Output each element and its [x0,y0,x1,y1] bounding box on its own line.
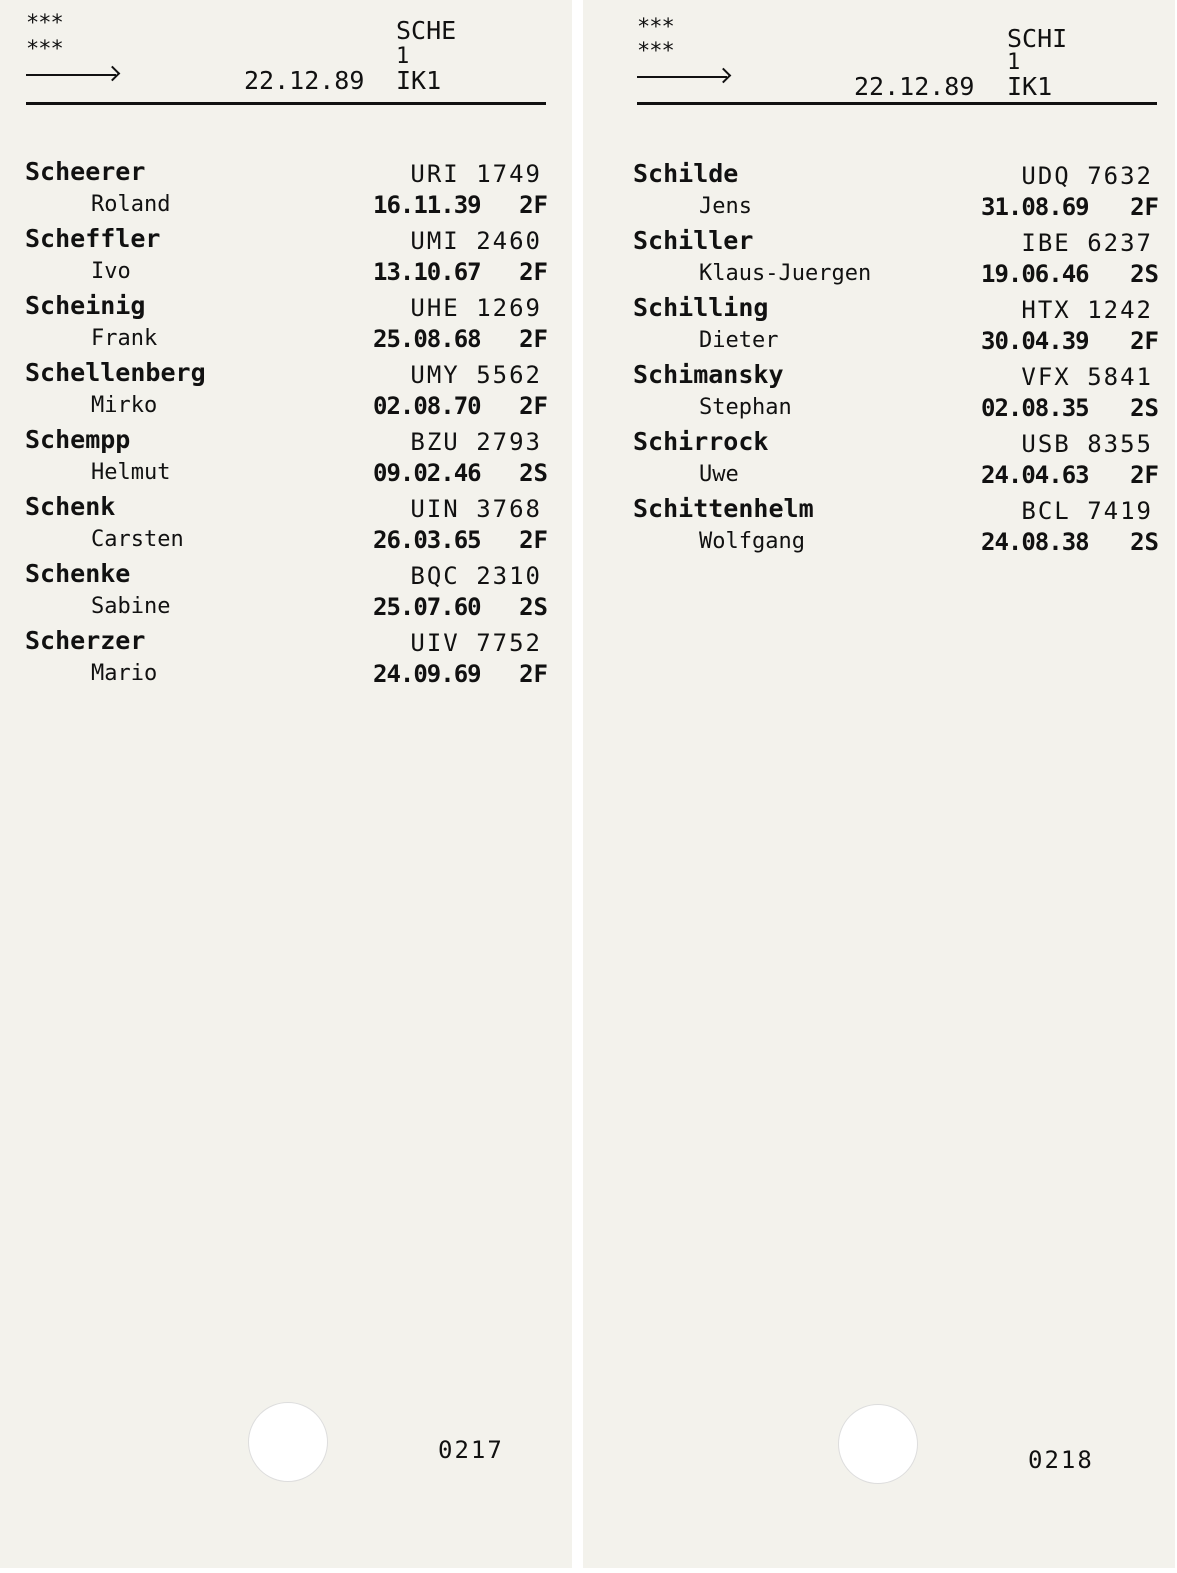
arrow-right-icon [26,74,116,76]
class-code: 2S [519,593,548,621]
surname: Schirrock [633,427,769,456]
card-office: IK1 [396,66,442,95]
given-name: Klaus-Juergen [699,261,872,286]
card-date: 22.12.89 [244,66,365,95]
plate-number: UIN 3768 [410,495,542,523]
entry-row [25,627,550,694]
surname: Schenke [25,559,131,588]
date-of-birth: 24.08.38 [981,528,1089,556]
arrow-right-icon [637,76,727,78]
date-of-birth: 26.03.65 [373,526,481,554]
surname: Scheinig [25,291,146,320]
plate-number: UHE 1269 [410,294,542,322]
class-code: 2F [1130,193,1159,221]
plate-number: UDQ 7632 [1021,162,1153,190]
plate-number: USB 8355 [1021,430,1153,458]
plate-number: BCL 7419 [1021,497,1153,525]
card-office: IK1 [1007,72,1053,101]
given-name: Stephan [699,395,792,420]
entry-row [633,428,1161,495]
class-code: 2S [1130,394,1159,422]
surname: Scheerer [25,157,146,186]
surname: Scherzer [25,626,146,655]
index-card-sche [0,0,572,1568]
date-of-birth: 24.04.63 [981,461,1089,489]
entry-row [25,493,550,560]
class-code: 2S [1130,528,1159,556]
entry-row [633,495,1161,562]
plate-number: HTX 1242 [1021,296,1153,324]
plate-number: UIV 7752 [410,629,542,657]
date-of-birth: 31.08.69 [981,193,1089,221]
punch-hole [838,1404,918,1484]
class-code: 2F [519,660,548,688]
date-of-birth: 30.04.39 [981,327,1089,355]
given-name: Uwe [699,462,739,487]
entry-list [25,158,550,694]
surname: Schempp [25,425,131,454]
punch-hole [248,1402,328,1482]
class-code: 2F [519,325,548,353]
stars-line-2: *** [26,37,63,62]
plate-number: URI 1749 [410,160,542,188]
card-number: 0217 [438,1436,504,1464]
surname: Schellenberg [25,358,206,387]
given-name: Carsten [91,527,184,552]
class-code: 2S [1130,260,1159,288]
date-of-birth: 02.08.70 [373,392,481,420]
surname: Schiller [633,226,754,255]
plate-number: IBE 6237 [1021,229,1153,257]
date-of-birth: 09.02.46 [373,459,481,487]
card-date: 22.12.89 [854,72,975,101]
plate-number: BZU 2793 [410,428,542,456]
entry-row [25,426,550,493]
stars-line-1: *** [26,11,63,36]
card-number: 0218 [1028,1446,1094,1474]
surname: Schilling [633,293,769,322]
given-name: Wolfgang [699,529,805,554]
surname: Schittenhelm [633,494,814,523]
date-of-birth: 16.11.39 [373,191,481,219]
entry-row [25,560,550,627]
stars-line-1: *** [637,15,674,40]
surname: Schimansky [633,360,784,389]
given-name: Ivo [91,259,131,284]
date-of-birth: 02.08.35 [981,394,1089,422]
date-of-birth: 25.07.60 [373,593,481,621]
date-of-birth: 25.08.68 [373,325,481,353]
given-name: Dieter [699,328,779,353]
class-code: 2F [519,392,548,420]
header-rule [637,102,1157,105]
entry-row [25,158,550,225]
class-code: 2F [1130,327,1159,355]
plate-number: UMY 5562 [410,361,542,389]
plate-number: UMI 2460 [410,227,542,255]
surname: Schenk [25,492,116,521]
entry-row [633,294,1161,361]
stars-line-2: *** [637,39,674,64]
entry-row [633,361,1161,428]
given-name: Mirko [91,393,158,418]
given-name: Helmut [91,460,171,485]
class-code: 2F [519,258,548,286]
entry-row [633,227,1161,294]
class-code: 2F [519,191,548,219]
plate-number: BQC 2310 [410,562,542,590]
card-sequence-number: 1 [396,44,410,69]
card-sequence-number: 1 [1007,50,1021,75]
index-card-schi [583,0,1175,1568]
entry-row [25,292,550,359]
given-name: Roland [91,192,171,217]
entry-row [633,160,1161,227]
given-name: Frank [91,326,158,351]
header-rule [26,102,546,105]
date-of-birth: 13.10.67 [373,258,481,286]
entry-row [25,225,550,292]
entry-row [25,359,550,426]
class-code: 2F [1130,461,1159,489]
given-name: Sabine [91,594,171,619]
surname: Schilde [633,159,739,188]
given-name: Jens [699,194,752,219]
card-code: SCHI [1007,24,1068,53]
card-code: SCHE [396,16,457,45]
date-of-birth: 19.06.46 [981,260,1089,288]
plate-number: VFX 5841 [1021,363,1153,391]
date-of-birth: 24.09.69 [373,660,481,688]
class-code: 2S [519,459,548,487]
class-code: 2F [519,526,548,554]
surname: Scheffler [25,224,161,253]
entry-list [633,160,1161,562]
given-name: Mario [91,661,158,686]
